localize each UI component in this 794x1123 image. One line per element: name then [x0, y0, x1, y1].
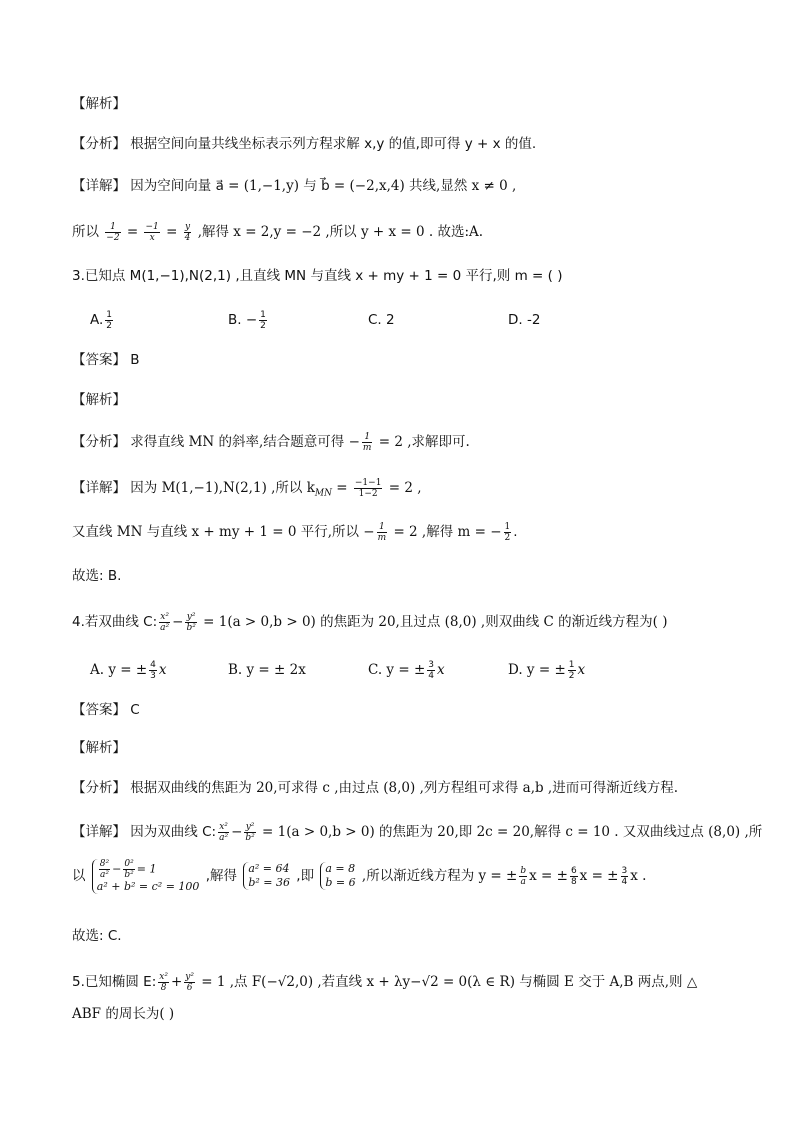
frac-den: a	[520, 876, 526, 887]
fraction	[259, 310, 267, 331]
fraction	[377, 522, 388, 543]
xiangjie-label: 【详解】	[72, 178, 126, 194]
fenxi-label: 【分析】	[72, 434, 126, 450]
frac-den: 2	[260, 320, 266, 331]
q3-answer-line	[72, 350, 140, 370]
frac-den: 2	[568, 670, 575, 681]
text-segment: x	[158, 662, 167, 678]
option-label: D. y = ±	[508, 662, 566, 678]
fraction	[123, 859, 134, 880]
frac-den: b²	[124, 869, 134, 880]
frac-den: m	[377, 532, 387, 543]
fraction	[354, 478, 383, 499]
answer-value: B	[130, 352, 140, 368]
fraction	[621, 866, 629, 887]
q4-option-a[interactable]	[90, 658, 167, 682]
frac-den: m	[362, 442, 372, 453]
system-row: $\frac{\text{8²}}{\text{a²}}$ − $\frac{\text{0²}}{\text{b²}}$ = 1	[99, 858, 157, 880]
frac-den: a²	[99, 869, 109, 880]
option-label: B. y = ± 2x	[228, 662, 306, 678]
q3-option-a[interactable]	[90, 308, 115, 332]
equation-system-3	[320, 862, 355, 890]
q3-solution-line	[72, 520, 518, 544]
text-segment: ,所以渐近线方程为 y = ±	[361, 868, 518, 884]
detail-line-1	[72, 176, 516, 196]
q4-option-c[interactable]	[368, 658, 445, 682]
text-segment: = 1	[136, 862, 157, 875]
frac-num: 1	[377, 522, 388, 533]
frac-num: y²	[186, 611, 196, 622]
system-row: b = 6	[325, 876, 356, 889]
answer-value: C	[130, 702, 140, 718]
text-segment: 以	[72, 868, 86, 884]
text-segment: x .	[630, 868, 647, 884]
q3-choice-line	[72, 566, 121, 586]
jiexi-label-3: 【解析】	[72, 392, 126, 408]
option-label: A.	[90, 312, 104, 328]
text-segment: 求得直线 MN 的斜率,结合题意可得 −	[130, 434, 360, 450]
option-label: A. y = ±	[90, 662, 148, 678]
fraction	[184, 222, 192, 243]
q3-detail-line	[72, 476, 422, 506]
fraction	[99, 859, 110, 880]
frac-num: 8²	[99, 858, 110, 869]
minus: −	[231, 824, 243, 840]
frac-den: a²	[160, 622, 170, 633]
q3-option-c[interactable]: C. 2	[368, 312, 395, 328]
frac-den: a²	[219, 832, 229, 843]
fraction	[144, 222, 159, 243]
text-segment: =	[336, 480, 348, 496]
frac-den: 4	[621, 876, 628, 887]
option-label: C. y = ±	[368, 662, 426, 678]
q4-solution-line	[72, 858, 646, 894]
frac-num: x²	[160, 611, 169, 622]
fraction	[105, 222, 120, 243]
text-segment: = 1(a > 0,b > 0) 的焦距为 20,即 2c = 20,解得 c = 10 . 又双曲线过点 (8,0) ,所	[262, 824, 763, 840]
frac-num: 1	[504, 521, 511, 532]
q4-detail-line	[72, 820, 762, 844]
frac-den: −2	[106, 232, 120, 243]
xiangjie-label: 【详解】	[72, 480, 126, 496]
fraction	[185, 612, 196, 633]
fraction	[149, 660, 157, 681]
fraction	[105, 310, 113, 331]
fraction	[158, 972, 169, 993]
equation-system-1	[92, 859, 200, 894]
frac-den: b²	[245, 832, 255, 843]
frac-num: y	[184, 221, 191, 232]
frac-num: −1	[145, 221, 159, 232]
question-5-stem-line1	[72, 970, 697, 994]
text-segment: x = ±	[579, 868, 619, 884]
frac-den: 4	[428, 670, 434, 681]
fraction	[570, 866, 578, 887]
answer-label: 【答案】	[72, 352, 126, 368]
guxuan-label: 故选:	[72, 928, 104, 944]
text-segment: x = ±	[529, 868, 568, 884]
minus: −	[172, 614, 184, 630]
frac-num: x²	[219, 821, 228, 832]
q4-option-d[interactable]	[508, 658, 585, 682]
xiangjie-label: 【详解】	[72, 824, 126, 840]
text-segment: = 2 ,求解即可.	[378, 434, 470, 450]
frac-num: x²	[159, 971, 168, 982]
plus: +	[170, 974, 183, 990]
text-segment: 又直线 MN 与直线 x + my + 1 = 0 平行,所以 −	[72, 524, 375, 540]
frac-den: 8	[160, 982, 167, 993]
frac-num: y²	[185, 971, 194, 982]
frac-num: 1	[260, 309, 266, 320]
text-segment: .	[513, 524, 518, 540]
frac-den: 3	[150, 670, 156, 681]
analysis-line-1	[72, 134, 536, 154]
text-segment: = 1(a > 0,b > 0) 的焦距为 20,且过点 (8,0) ,则双曲线 C 的渐近线方程为( )	[203, 614, 668, 630]
fraction	[504, 522, 512, 543]
text-segment: ,解得 x = 2,y = −2 ,所以 y + x = 0 . 故选:A.	[197, 224, 484, 240]
q3-analysis-line	[72, 430, 470, 454]
text-segment: 因为双曲线 C:	[130, 824, 217, 840]
frac-den: 2	[106, 320, 113, 331]
frac-num: 1	[106, 309, 113, 320]
fraction	[519, 866, 527, 887]
text-segment: 因为 M(1,−1),N(2,1) ,所以 k	[130, 480, 315, 496]
fraction	[218, 822, 229, 843]
frac-num: −1−1	[354, 477, 382, 488]
answer-label: 【答案】	[72, 702, 126, 718]
equals: =	[126, 224, 139, 240]
solution-line-1	[72, 220, 483, 244]
fraction	[427, 660, 435, 681]
question-4-stem	[72, 610, 667, 634]
fraction	[362, 432, 373, 453]
q4-answer-line	[72, 700, 140, 720]
fenxi-label: 【分析】	[72, 780, 126, 796]
text-segment: 4.若双曲线 C:	[72, 614, 158, 630]
analysis-text: 根据空间向量共线坐标表示列方程求解 x,y 的值,即可得 y + x 的值.	[130, 136, 537, 152]
fraction	[184, 972, 195, 993]
subscript: MN	[314, 488, 332, 499]
frac-den: 2	[504, 532, 511, 543]
system-row: a = 8	[325, 862, 356, 875]
system-row: b² = 36	[248, 876, 290, 889]
detail-text: 因为空间向量 a⃗ = (1,−1,y) 与 b⃗ = (−2,x,4) 共线,显然 x ≠ 0 ,	[130, 178, 517, 194]
frac-den: 4	[184, 232, 191, 243]
frac-num: 4	[150, 659, 156, 670]
q3-option-b[interactable]	[228, 308, 269, 332]
q3-option-d[interactable]: D. -2	[508, 312, 541, 328]
frac-den: 6	[186, 982, 193, 993]
frac-num: y²	[245, 821, 255, 832]
text-segment: = 1 ,点 F(−√2,0) ,若直线 x + λy−√2 = 0(λ ∈ R) 与椭圆 E 交于 A,B 两点,则 △	[201, 974, 698, 990]
q4-choice-line	[72, 926, 122, 946]
equation-system-2	[243, 862, 290, 890]
q4-option-b[interactable]	[228, 660, 306, 680]
frac-den: 1−2	[358, 488, 378, 499]
jiexi-label-1: 【解析】	[72, 96, 126, 112]
text-segment: 5.已知椭圆 E:	[72, 974, 157, 990]
text-segment: 根据双曲线的焦距为 20,可求得 c ,由过点 (8,0) ,列方程组可求得 a,b ,进而可得渐近线方程.	[130, 780, 679, 796]
fenxi-label: 【分析】	[72, 136, 126, 152]
equals: =	[166, 224, 178, 240]
text-segment: ,即	[296, 868, 315, 884]
fraction	[244, 822, 255, 843]
option-label: B. −	[228, 312, 258, 328]
choice-value: B.	[107, 568, 122, 584]
text-segment: ,解得	[205, 868, 238, 884]
fraction	[568, 660, 576, 681]
frac-num: 3	[621, 865, 628, 876]
frac-den: x	[149, 232, 155, 243]
question-5-stem-line2	[72, 1004, 174, 1024]
frac-num: 1	[105, 222, 120, 233]
system-row: a² + b² = c² = 100	[96, 879, 200, 893]
choice-value: C.	[107, 928, 122, 944]
frac-den: 8	[570, 876, 577, 887]
jiexi-label-4: 【解析】	[72, 740, 126, 756]
frac-den: b²	[186, 622, 196, 633]
frac-num: 1	[568, 659, 575, 670]
fraction	[159, 612, 170, 633]
text-segment: x	[437, 662, 445, 678]
frac-num: 6	[570, 865, 577, 876]
text-segment: ABF 的周长为( )	[72, 1006, 175, 1022]
text-segment: = 2 ,	[388, 480, 422, 496]
frac-num: b	[520, 865, 527, 876]
question-3-stem: 3.已知点 M(1,−1),N(2,1) ,且直线 MN 与直线 x + my + 1 = 0 平行,则 m = ( )	[72, 268, 563, 284]
guxuan-label: 故选:	[72, 568, 104, 584]
text-segment: 所以	[72, 224, 99, 240]
q4-analysis-line	[72, 778, 678, 798]
frac-num: 1	[362, 432, 373, 443]
frac-num: 3	[428, 659, 434, 670]
system-row: a² = 64	[248, 862, 290, 875]
text-segment: = 2 ,解得 m = −	[393, 524, 502, 540]
frac-num: 0²	[124, 858, 134, 869]
text-segment: x	[577, 662, 586, 678]
